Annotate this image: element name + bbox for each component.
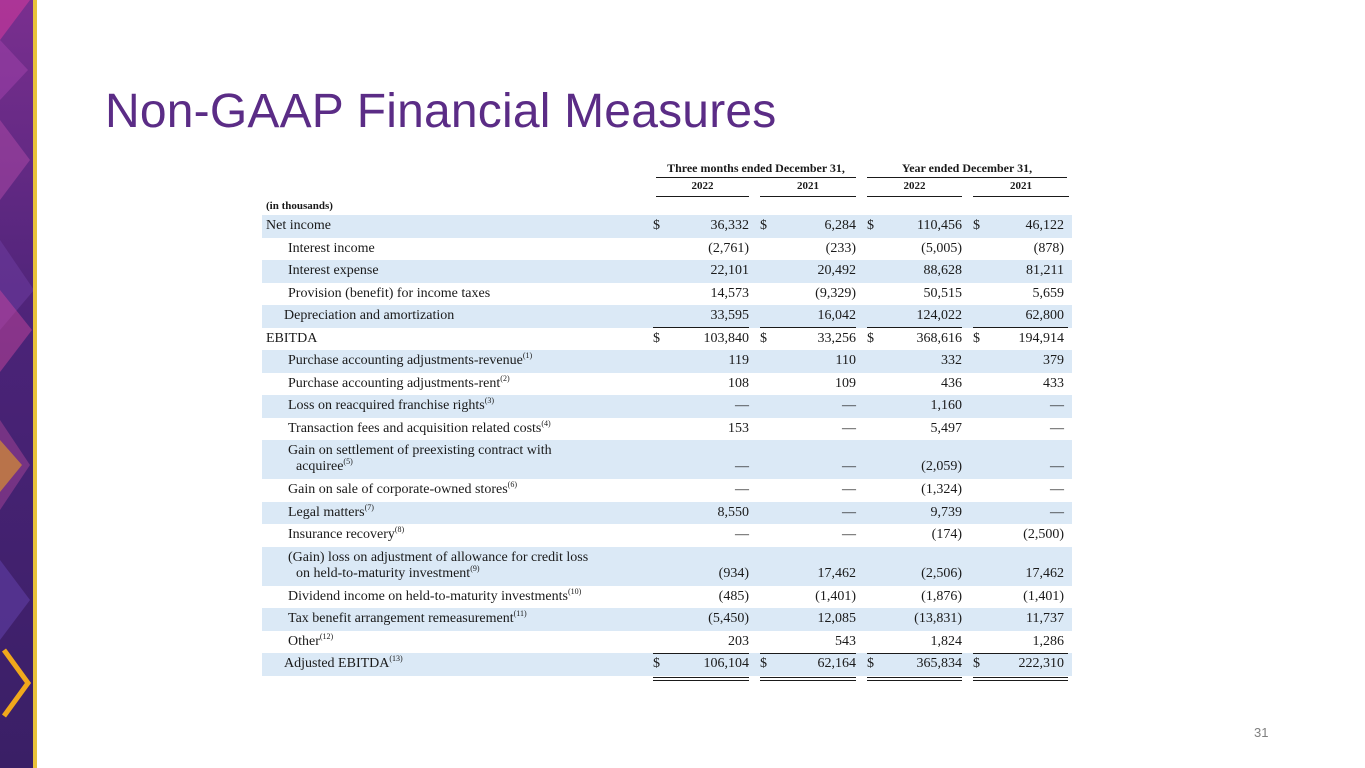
cell-value: 106,104 (703, 656, 749, 671)
table-body (262, 215, 1072, 676)
row-label (288, 586, 581, 609)
cell-value: 62,800 (1025, 308, 1064, 323)
row-label-text: Provision (benefit) for income taxes (288, 285, 491, 301)
row-label (266, 215, 331, 238)
cell-value: (9,329) (815, 285, 856, 301)
row-label (288, 550, 648, 582)
cell-value: 368,616 (916, 330, 962, 346)
row-label (266, 328, 317, 351)
table-row (262, 260, 1072, 283)
column-group-header: Year ended December 31, (867, 161, 1067, 178)
cell-value: 17,462 (1025, 565, 1064, 581)
footnote-marker: (11) (513, 609, 527, 618)
footnote-marker: (3) (484, 396, 495, 405)
row-label-text: Adjusted EBITDA (284, 656, 390, 671)
cell-value: (1,324) (921, 482, 962, 497)
cell-value: (2,500) (1023, 527, 1064, 542)
row-label-text: Interest expense (288, 263, 379, 278)
cell-value: 222,310 (1018, 656, 1064, 671)
cell-value: (233) (825, 240, 856, 256)
cell-value: 20,492 (817, 263, 856, 278)
cell-value: 5,659 (1032, 285, 1064, 301)
cell-value: (878) (1033, 240, 1064, 256)
cell-value: 11,737 (1026, 611, 1064, 626)
cell-value: (1,401) (1023, 588, 1064, 604)
currency-symbol: $ (867, 330, 874, 346)
cell-value: 62,164 (817, 656, 856, 671)
cell-value: 12,085 (817, 611, 856, 626)
subtotal-rule (760, 653, 856, 654)
cell-value: 153 (728, 420, 749, 436)
subtotal-rule (867, 327, 962, 328)
subtotal-rule (973, 327, 1068, 328)
row-label (288, 238, 375, 261)
cell-value: 194,914 (1018, 330, 1064, 346)
currency-symbol: $ (867, 656, 874, 671)
cell-value: (2,761) (708, 240, 749, 256)
table-row (262, 395, 1072, 418)
row-label (288, 418, 551, 441)
row-label (288, 524, 404, 547)
row-label (284, 305, 454, 328)
footnote-marker: (2) (500, 373, 510, 383)
cell-value: (174) (931, 527, 962, 542)
cell-value: — (842, 398, 856, 413)
row-label-text: Net income (266, 218, 331, 233)
table-row (262, 418, 1072, 441)
row-label (288, 502, 374, 525)
footnote-marker: (8) (394, 525, 405, 534)
row-label (288, 350, 532, 373)
currency-symbol: $ (760, 656, 767, 671)
table-row (262, 547, 1072, 586)
cell-value: 110 (835, 353, 856, 368)
cell-value: — (842, 482, 856, 497)
cell-value: 365,834 (916, 656, 962, 671)
currency-symbol: $ (760, 330, 767, 346)
row-label (288, 283, 490, 306)
footnote-marker: (7) (364, 502, 374, 512)
total-double-rule (760, 677, 856, 681)
cell-value: (1,876) (921, 588, 962, 604)
cell-value: 1,286 (1032, 633, 1064, 649)
currency-symbol: $ (973, 656, 980, 671)
table-row (262, 608, 1072, 631)
cell-value: 110,456 (917, 218, 962, 233)
currency-symbol: $ (973, 330, 980, 346)
cell-value: 9,739 (930, 504, 962, 520)
currency-symbol: $ (653, 656, 660, 671)
cell-value: (13,831) (914, 611, 962, 626)
cell-value: — (1050, 504, 1064, 520)
total-double-rule (973, 677, 1068, 681)
cell-value: 379 (1043, 353, 1064, 368)
cell-value: 1,824 (930, 633, 962, 649)
footnote-marker: (10) (567, 586, 582, 596)
geometric-pattern (0, 0, 37, 768)
column-group-header: Three months ended December 31, (656, 161, 856, 178)
footnote-marker: (5) (343, 457, 353, 466)
cell-value: — (1050, 482, 1064, 497)
footnote-marker: (13) (389, 654, 403, 663)
row-label (288, 395, 494, 418)
currency-symbol: $ (653, 218, 660, 233)
row-label (288, 260, 379, 283)
cell-value: 8,550 (717, 504, 749, 520)
row-label-text: Insurance recovery (288, 527, 395, 542)
row-label (284, 653, 403, 676)
cell-value: — (842, 459, 856, 474)
footnote-marker: (12) (319, 631, 334, 641)
cell-value: (2,506) (921, 565, 962, 581)
cell-value: 332 (941, 353, 962, 368)
row-label-text: Loss on reacquired franchise rights (288, 398, 485, 413)
table-row (262, 373, 1072, 396)
row-label-text: (Gain) loss on adjustment of allowance for credit loss (288, 549, 589, 565)
page-number: 31 (1254, 725, 1269, 740)
cell-value: — (735, 527, 749, 542)
footnote-marker: (4) (541, 418, 551, 428)
cell-value: 17,462 (817, 565, 856, 581)
table-row (262, 440, 1072, 479)
footnote-marker: (6) (507, 480, 517, 489)
cell-value: 46,122 (1025, 218, 1064, 233)
table-row (262, 305, 1072, 328)
subtotal-rule (867, 653, 962, 654)
footnote-marker: (1) (522, 351, 533, 360)
row-label-text: Purchase accounting adjustments-rent (288, 375, 501, 391)
cell-value: 109 (835, 375, 856, 391)
page-title: Non-GAAP Financial Measures (105, 85, 777, 138)
currency-symbol: $ (760, 218, 767, 233)
cell-value: 88,628 (923, 263, 962, 278)
cell-value: 16,042 (817, 308, 856, 323)
column-year-header: 2022 (867, 180, 962, 197)
cell-value: (1,401) (815, 588, 856, 604)
cell-value: 6,284 (824, 218, 856, 233)
cell-value: — (842, 420, 856, 436)
footnote-marker: (9) (470, 563, 480, 573)
subtotal-rule (973, 653, 1068, 654)
cell-value: (934) (718, 565, 749, 581)
cell-value: 436 (941, 375, 962, 391)
cell-value: — (842, 504, 856, 520)
row-label-text-2: on held-to-maturity investment (296, 565, 471, 581)
row-label-text: Dividend income on held-to-maturity investments (288, 588, 568, 604)
cell-value: 33,256 (817, 330, 856, 346)
cell-value: — (1050, 420, 1064, 436)
cell-value: 14,573 (710, 285, 749, 301)
row-label (288, 373, 510, 396)
table-row (262, 215, 1072, 238)
total-double-rule (867, 677, 962, 681)
cell-value: 5,497 (930, 420, 962, 436)
row-label (288, 479, 517, 502)
cell-value: — (842, 527, 856, 542)
cell-value: 22,101 (710, 263, 749, 278)
table-row (262, 631, 1072, 654)
cell-value: 1,160 (930, 398, 962, 413)
total-double-rule (653, 677, 749, 681)
cell-value: 50,515 (923, 285, 962, 301)
cell-value: (5,005) (921, 240, 962, 256)
row-label-text: Legal matters (288, 504, 365, 520)
cell-value: 433 (1043, 375, 1064, 391)
row-label (288, 631, 333, 654)
table-row (262, 653, 1072, 676)
units-label: (in thousands) (266, 200, 333, 212)
table-row (262, 350, 1072, 373)
cell-value: 36,332 (710, 218, 749, 233)
cell-value: (2,059) (921, 459, 962, 474)
column-year-header: 2021 (973, 180, 1069, 197)
row-label-text: Gain on settlement of preexisting contract with (288, 443, 552, 458)
subtotal-rule (760, 327, 856, 328)
currency-symbol: $ (973, 218, 980, 233)
row-label (288, 443, 648, 475)
cell-value: 543 (835, 633, 856, 649)
cell-value: 103,840 (703, 330, 749, 346)
column-year-header: 2022 (656, 180, 749, 197)
row-label-text: Interest income (288, 240, 375, 256)
table-row (262, 328, 1072, 351)
row-label-text: Gain on sale of corporate-owned stores (288, 482, 508, 497)
row-label-text: Transaction fees and acquisition related costs (288, 420, 542, 436)
subtotal-rule (653, 653, 749, 654)
row-label (288, 608, 527, 631)
row-label-text: Tax benefit arrangement remeasurement (288, 611, 514, 626)
table-row (262, 238, 1072, 261)
row-label-continuation (288, 563, 648, 582)
cell-value: — (735, 459, 749, 474)
cell-value: 203 (728, 633, 749, 649)
currency-symbol: $ (867, 218, 874, 233)
table-row (262, 502, 1072, 525)
cell-value: — (735, 482, 749, 497)
column-year-header: 2021 (760, 180, 856, 197)
cell-value: 108 (728, 375, 749, 391)
cell-value: 119 (728, 353, 749, 368)
row-label-text: EBITDA (266, 330, 318, 346)
decorative-side-band (0, 0, 37, 768)
table-row (262, 479, 1072, 502)
table-row (262, 283, 1072, 306)
cell-value: 81,211 (1026, 263, 1064, 278)
cell-value: 124,022 (916, 308, 962, 323)
cell-value: — (1050, 459, 1064, 474)
row-label-text: Purchase accounting adjustments-revenue (288, 353, 523, 368)
row-label-text-2: acquiree (296, 459, 344, 474)
row-label-text: Other (288, 633, 320, 649)
cell-value: (485) (718, 588, 749, 604)
cell-value: — (1050, 398, 1064, 413)
table-row (262, 586, 1072, 609)
row-label-continuation (288, 459, 648, 475)
row-label-text: Depreciation and amortization (284, 308, 455, 323)
currency-symbol: $ (653, 330, 660, 346)
cell-value: 33,595 (710, 308, 749, 323)
table-row (262, 524, 1072, 547)
cell-value: (5,450) (708, 611, 749, 626)
subtotal-rule (653, 327, 749, 328)
cell-value: — (735, 398, 749, 413)
